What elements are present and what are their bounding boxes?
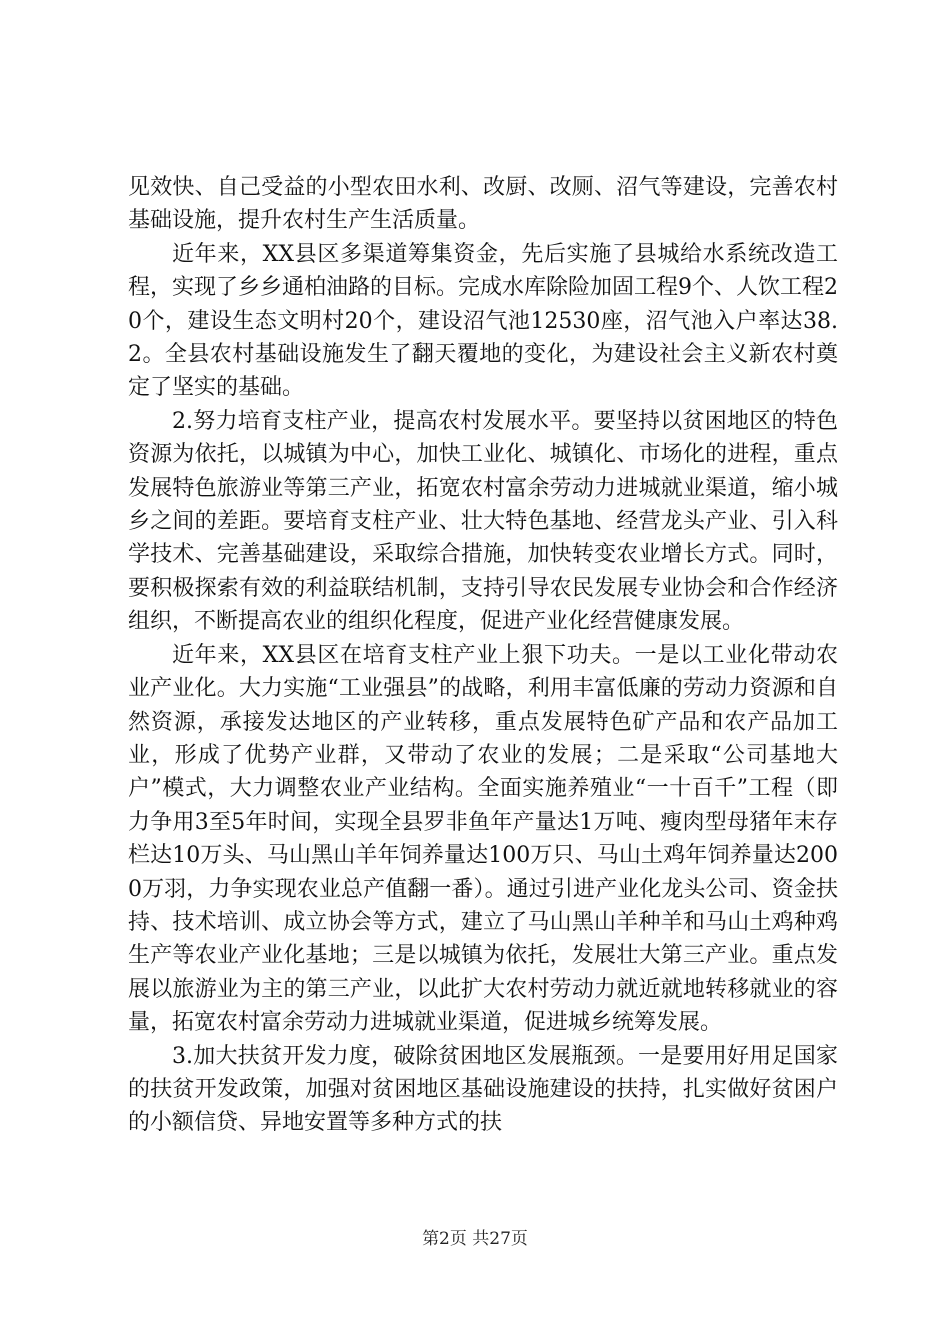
paragraph-4: 近年来，XX县区在培育支柱产业上狠下功夫。一是以工业化带动农业产业化。大力实施“工业强县”的战略，利用丰富低廉的劳动力资源和自然资源，承接发达地区的产业转移，重点发展特色矿产品和农产品加工业，形成了优势产业群，又带动了农业的发展；二是采取“公司基地大户”模式，大力调整农业产业结构。全面实施养殖业“一十百千”工程（即力争用3至5年时间，实现全县罗非鱼年产量达1万吨、瘦肉型母猪年末存栏达10万头、马山黑山羊年饲养量达100万只、马山土鸡年饲养量达2000万羽，力争实现农业总产值翻一番）。通过引进产业化龙头公司、资金扶持、技术培训、成立协会等方式，建立了马山黑山羊种羊和马山土鸡种鸡生产等农业产业化基地；三是以城镇为依托，发展壮大第三产业。重点发展以旅游业为主的第三产业，以此扩大农村劳动力就近就地转移就业的容量，拓宽农村富余劳动力进城就业渠道，促进城乡统筹发展。	[128, 642, 838, 1036]
paragraph-3: 2.努力培育支柱产业，提高农村发展水平。要坚持以贫困地区的特色资源为依托，以城镇为中心，加快工业化、城镇化、市场化的进程，重点发展特色旅游业等第三产业，拓宽农村富余劳动力进城就业渠道，缩小城乡之间的差距。要培育支柱产业、壮大特色基地、经营龙头产业、引入科学技术、完善基础建设，采取综合措施，加快转变农业增长方式。同时，要积极探索有效的利益联结机制，支持引导农民发展专业协会和合作经济组织，不断提高农业的组织化程度，促进产业化经营健康发展。	[128, 408, 838, 635]
document-body	[128, 171, 838, 1140]
page-number-footer: 第2页 共27页	[422, 1229, 528, 1249]
paragraph-5: 3.加大扶贫开发力度，破除贫困地区发展瓶颈。一是要用好用足国家的扶贫开发政策，加强对贫困地区基础设施建设的扶持，扎实做好贫困户的小额信贷、异地安置等多种方式的扶	[128, 1043, 838, 1136]
paragraph-2: 近年来，XX县区多渠道筹集资金，先后实施了县城给水系统改造工程，实现了乡乡通柏油路的目标。完成水库除险加固工程9个、人饮工程20个，建设生态文明村20个，建设沼气池12530座，沼气池入户率达38.2。全县农村基础设施发生了翻天覆地的变化，为建设社会主义新农村奠定了坚实的基础。	[128, 241, 838, 401]
paragraph-1: 见效快、自己受益的小型农田水利、改厨、改厕、沼气等建设，完善农村基础设施，提升农村生产生活质量。	[128, 175, 838, 234]
